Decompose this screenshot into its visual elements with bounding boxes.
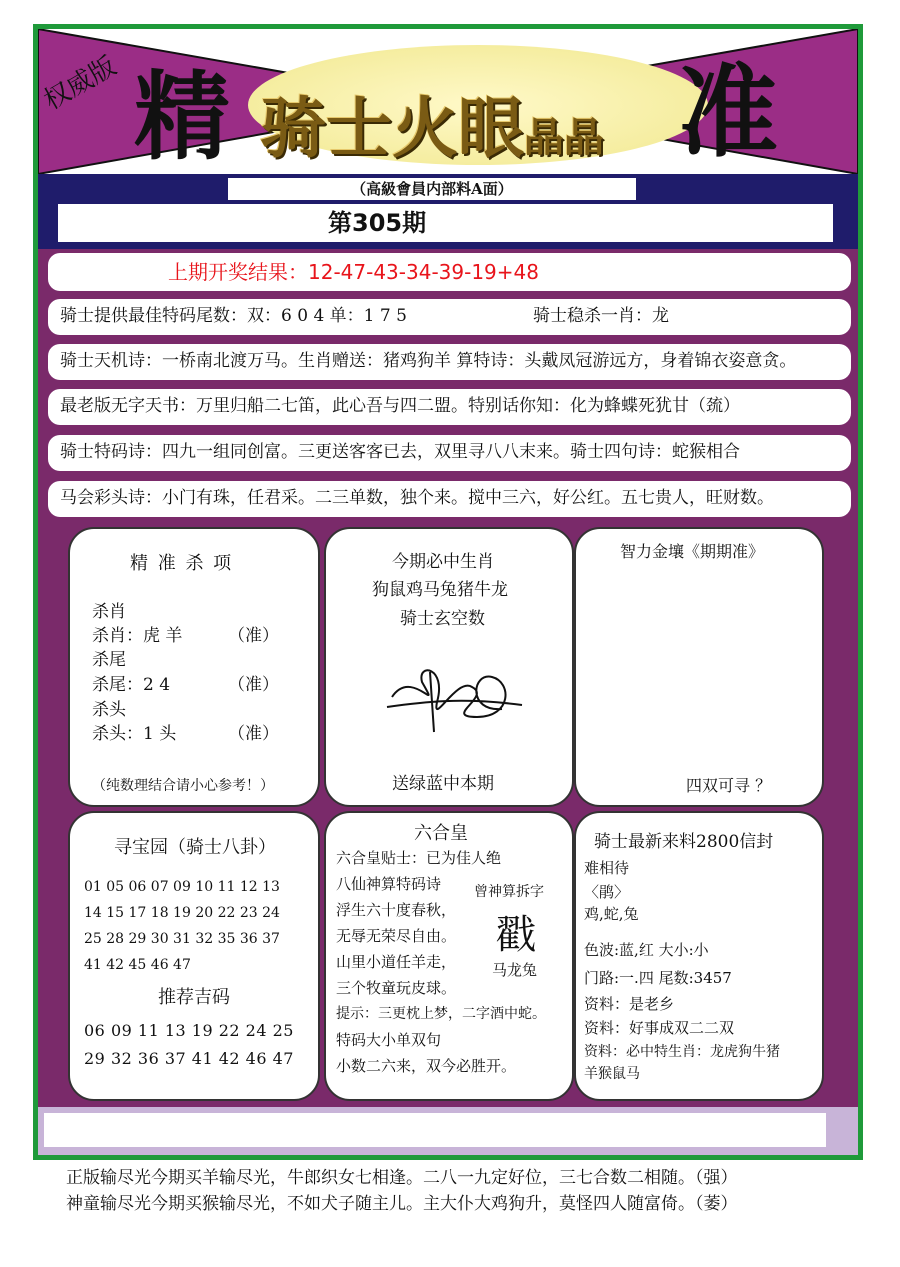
new-line: 难相待 xyxy=(584,859,630,877)
treasure-numbers: 01 05 06 07 09 10 11 12 13 xyxy=(84,879,280,895)
kill-note: （纯数理结合请小心参考！） xyxy=(92,778,274,794)
new-line: 资料：是老乡 xyxy=(584,995,675,1013)
book-row: 最老版无字天书：万里归船二七笛，此心吾与四二盟。特别话你知：化为蜂蝶死犹甘（巯） xyxy=(48,389,851,425)
poem-row: 骑士天机诗：一桥南北渡万马。生肖赠送：猪鸡狗羊 算特诗：头戴凤冠游远方，身着锦衣姿意贪。 xyxy=(48,344,851,380)
liuhe-line: 小数二六来，双今必胜开。 xyxy=(336,1057,517,1075)
treasure-numbers: 14 15 17 18 19 20 22 23 24 xyxy=(84,905,280,921)
tema-row: 骑士特码诗：四九一组同创富。三更送客客已去，双里寻八八末来。骑士四句诗：蛇猴相合 xyxy=(48,435,851,471)
new-line: 资料：好事成双二二双 xyxy=(584,1019,735,1037)
horse-row: 马会彩头诗：小门有珠，任君采。二三单数，独个来。搅中三六，好公红。五七贵人，旺财数。 xyxy=(48,481,851,517)
kill-line: 杀肖 xyxy=(92,602,126,622)
new-line: 色波:蓝,红 大小:小 xyxy=(584,941,709,959)
must-zodiacs: 狗鼠鸡马兔猪牛龙 xyxy=(372,580,508,600)
footer-line: 神童输尽光今期买猴输尽光，不如犬子随主儿。主大仆大鸡狗升，莫怪四人随富倚。（萎） xyxy=(66,1194,738,1214)
must-line: 今期必中生肖 xyxy=(392,552,494,572)
kill-mark: （准） xyxy=(228,626,279,646)
subtitle: （高級會員内部料A面） xyxy=(228,178,636,200)
gold-bottom: 四双可寻 ？ xyxy=(686,776,772,795)
liuhe-line: 六合皇贴士：已为佳人绝 xyxy=(336,849,502,867)
gold-box xyxy=(574,527,824,807)
new-line: 资料：必中特生肖：龙虎狗牛猪 xyxy=(584,1044,780,1060)
kill-zodiac-text: 骑士稳杀一肖：龙 xyxy=(533,306,669,326)
kill-line: 杀尾：2 4 xyxy=(92,675,171,695)
new-line: 门路:一.四 尾数:3457 xyxy=(584,969,732,987)
liuhe-line: 无辱无荣尽自由。 xyxy=(336,927,457,945)
liuhe-line: 提示：三更枕上梦，二字酒中蛇。 xyxy=(336,1006,546,1022)
footer-line: 正版输尽光今期买羊输尽光，牛郎织女七相逢。二八一九定好位，三七合数二相随。（强） xyxy=(66,1168,738,1188)
liuhe-line: 特码大小单双句 xyxy=(336,1031,442,1049)
last-result-row: 上期开奖结果：12-47-43-34-39-19+48 xyxy=(48,253,851,291)
new-title: 骑士最新来料2800信封 xyxy=(594,832,774,852)
new-line: 羊猴鼠马 xyxy=(584,1066,640,1082)
gold-title: 智力金壤《期期准》 xyxy=(620,542,765,561)
kill-box xyxy=(68,527,320,807)
god-char: 戳 xyxy=(496,912,536,958)
god-animals: 马龙兔 xyxy=(492,961,538,979)
footer xyxy=(66,1165,738,1217)
liuhe-line: 浮生六十度春秋， xyxy=(336,901,457,919)
issue-number: 第305期 xyxy=(58,204,833,242)
treasure-numbers: 25 28 29 30 31 32 35 36 37 xyxy=(84,931,280,947)
poster-frame xyxy=(33,24,863,1160)
kill-line: 杀肖：虎 羊 xyxy=(92,626,183,646)
lucky-numbers: 29 32 36 37 41 42 46 47 xyxy=(84,1049,294,1068)
god-label: 曾神算拆字 xyxy=(474,884,544,900)
liuhe-line: 山里小道任羊走， xyxy=(336,953,457,971)
kill-box-title: 精 准 杀 项 xyxy=(130,553,234,574)
liuhe-title: 六合皇 xyxy=(414,823,468,844)
kill-mark: （准） xyxy=(228,724,279,744)
kill-line: 杀头：1 头 xyxy=(92,724,177,744)
authority-stamp: 权威版 xyxy=(38,51,122,117)
must-line: 骑士玄空数 xyxy=(400,609,485,629)
title-main-text: 骑士火眼 xyxy=(260,90,524,167)
page-title xyxy=(260,75,604,170)
title-small-text: 晶晶 xyxy=(524,115,604,161)
new-line: 〈鹃〉 xyxy=(584,883,630,901)
big-char-left: 精 xyxy=(134,61,230,173)
treasure-numbers: 41 42 45 46 47 xyxy=(84,957,191,973)
treasure-title: 寻宝园（骑士八卦） xyxy=(114,837,276,858)
new-line: 鸡,蛇,兔 xyxy=(584,905,639,923)
tail-number-text: 骑士提供最佳特码尾数：双：6 0 4 单：1 7 5 xyxy=(60,306,407,326)
navy-band xyxy=(38,174,858,249)
liuhe-line: 三个牧童玩皮球。 xyxy=(336,979,457,997)
liuhe-box xyxy=(324,811,574,1101)
lucky-numbers: 06 09 11 13 19 22 24 25 xyxy=(84,1021,294,1040)
tail-number-row xyxy=(48,299,851,335)
liuhe-line: 八仙神算特码诗 xyxy=(336,875,442,893)
treasure-box xyxy=(68,811,320,1101)
lucky-title: 推荐吉码 xyxy=(158,987,230,1008)
bottom-bar xyxy=(38,1107,858,1155)
kill-mark: （准） xyxy=(228,675,279,695)
must-bottom: 送绿蓝中本期 xyxy=(392,774,494,794)
header xyxy=(38,29,858,174)
bottom-blank xyxy=(44,1113,826,1147)
new-material-box xyxy=(574,811,824,1101)
big-char-right: 准 xyxy=(678,54,778,171)
must-hit-box xyxy=(324,527,574,807)
kill-line: 杀尾 xyxy=(92,650,126,670)
kill-line: 杀头 xyxy=(92,700,126,720)
signature-scribble xyxy=(382,657,532,737)
